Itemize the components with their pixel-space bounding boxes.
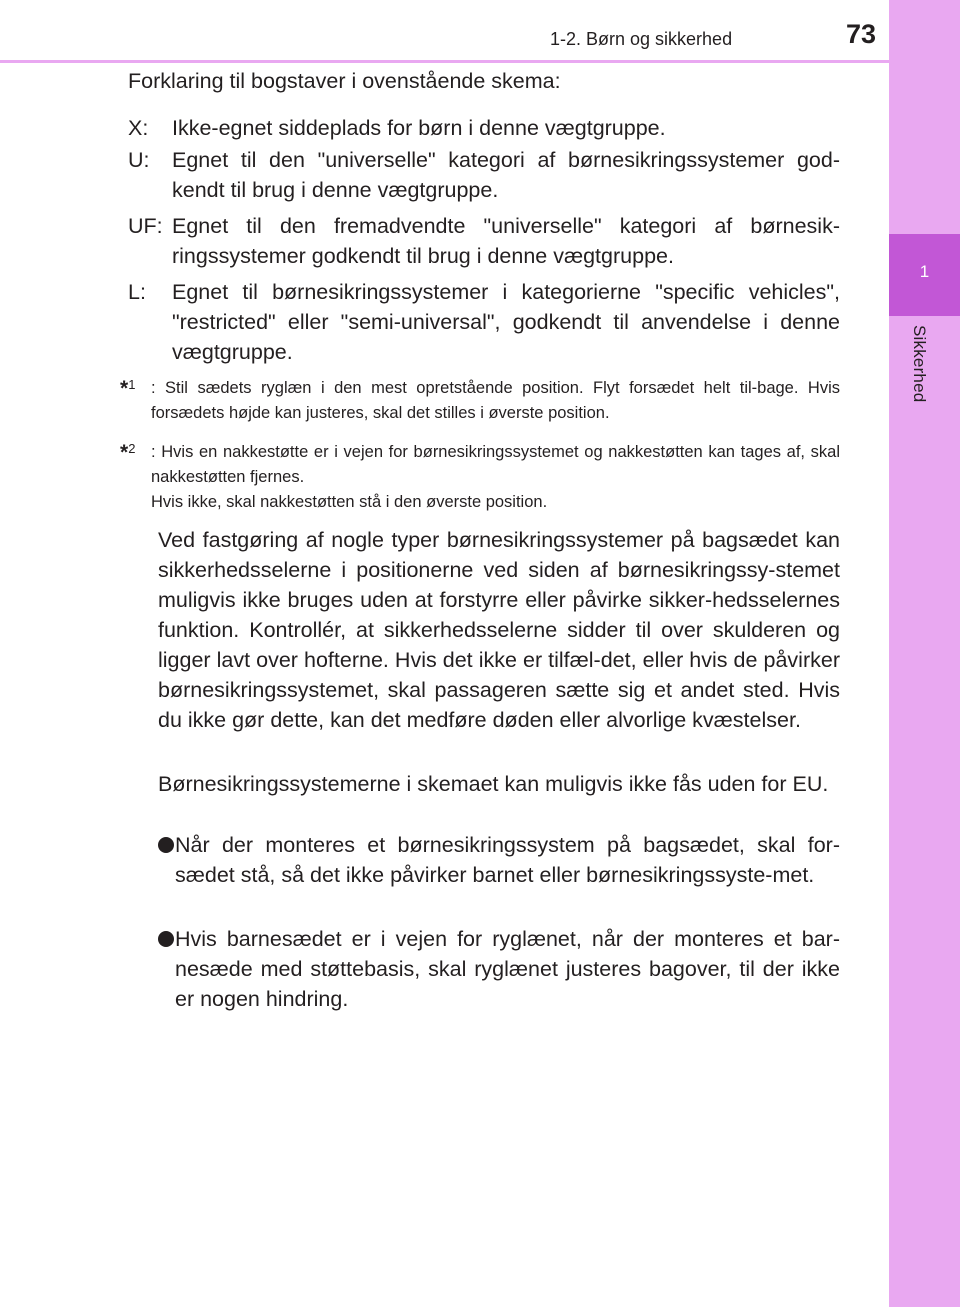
footnote-marker: *$^1$ [120,377,136,400]
bullet-item [158,830,840,890]
legend-intro: Forklaring til bogstaver i ovenstående skema: [128,69,561,93]
footnote-text: : Stil sædets ryglæn i den mest opretstående position. Flyt forsædet helt til-bage. Hvis forsædets højde kan justeres, skal det stilles i øverste position. [151,379,840,422]
footnote-text-continued: Hvis ikke, skal nakkestøtten stå i den øverste position. [151,493,548,511]
chapter-sidebar [889,0,960,1307]
footnote-2 [120,440,840,515]
bullet-text: Hvis barnesædet er i vejen for ryglænet, når der monteres et bar-nesæde med støttebasis, skal ryglænet justeres bagover, til der ikke er nogen hindring. [175,927,840,1011]
availability-paragraph: Børnesikringssystemerne i skemaet kan muligvis ikke fås uden for EU. [158,772,829,796]
legend-key: U: [128,148,150,172]
bullet-item [158,924,840,1014]
legend-item-u [128,145,840,205]
legend-text: Egnet til den fremadvendte "universelle" kategori af børnesik-ringssystemer godkendt til brug i denne vægtgruppe. [172,214,840,268]
legend-text: Egnet til børnesikringssystemer i kategorierne "specific vehicles", "restricted" eller "semi-universal", godkendt til anvendelse i denne vægtgruppe. [172,280,840,364]
legend-key: UF: [128,214,163,238]
chapter-label: Sikkerhed [910,325,929,403]
footnote-1 [120,376,840,426]
legend-key: X: [128,116,149,140]
header-divider [0,60,889,63]
footnote-marker: *$^2$ [120,441,136,464]
legend-item-uf [128,211,840,271]
chapter-number: 1 [919,262,930,281]
bullet-dot-icon [158,931,174,947]
footnote-text: : Hvis en nakkestøtte er i vejen for børnesikringssystemet og nakkestøtten kan tages af, skal nakkestøtten fjernes. [151,443,840,486]
legend-text: Ikke-egnet siddeplads for børn i denne vægtgruppe. [172,116,666,140]
legend-key: L: [128,280,146,304]
legend-item-l [128,277,840,367]
warning-paragraph: Ved fastgøring af nogle typer børnesikringssystemer på bagsædet kan sikkerhedsselerne i positionerne ved siden af børnesikringssy-stemet muligvis ikke bruges uden at forstyrre eller påvirke sikker-hedsselernes funktion. Kontrollér, at sikkerhedsselerne sidder til over skulderen og ligger lavt over hofterne. Hvis det ikke er tilfæl-det, eller hvis de påvirker børnesikringssystemet, skal passageren sætte sig et andet sted. Hvis du ikke gør dette, kan det medføre døden eller alvorlige kvæstelser. [158,528,840,732]
bullet-text: Når der monteres et børnesikringssystem på bagsædet, skal for-sædet stå, så det ikke påvirker barnet eller børnesikringssyste-met. [175,833,840,887]
legend-item-x [128,113,840,143]
section-title: 1-2. Børn og sikkerhed [550,29,733,49]
page-number: 73 [846,19,877,49]
bullet-dot-icon [158,837,174,853]
legend-text: Egnet til den "universelle" kategori af børnesikringssystemer god-kendt til brug i denne vægtgruppe. [172,148,840,202]
